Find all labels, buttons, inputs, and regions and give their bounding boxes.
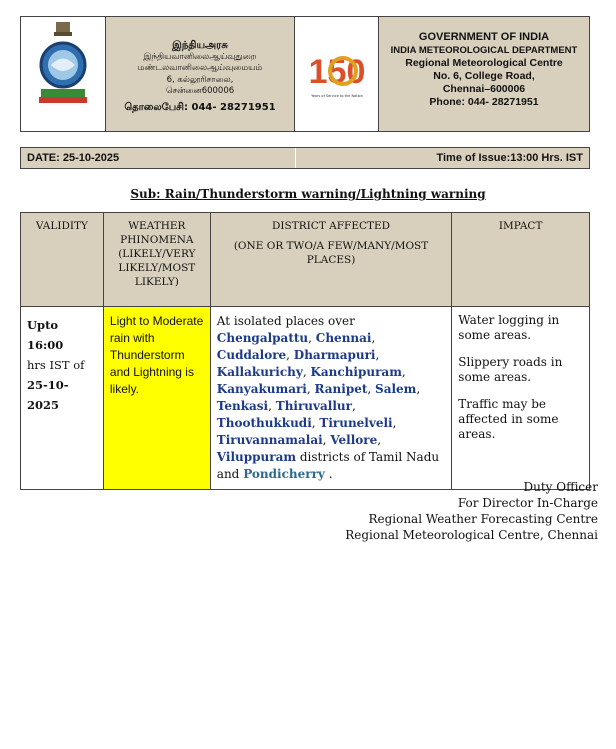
english-line-5: Chennai–600006 [442, 83, 526, 95]
signature-line: Regional Weather Forecasting Centre [368, 512, 598, 526]
district-vellore: Vellore [330, 433, 378, 447]
district-tirunelveli: Tirunelveli [319, 416, 393, 430]
validity-time: Upto 16:00 [27, 318, 64, 352]
150-years-logo-icon [295, 17, 379, 131]
district-tenkasi: Tenkasi [216, 399, 269, 413]
district-suffix: districts of Tamil Nadu and [216, 450, 440, 481]
impact-cell [452, 307, 590, 490]
logo-caption: Years of Service to the Nation [311, 94, 363, 98]
imd-emblem-icon [21, 17, 106, 131]
header-district-sub: (ONE OR TWO/A FEW/MANY/MOST PLACES) [233, 240, 429, 266]
signature-line: Duty Officer [523, 480, 598, 494]
weather-cell: Light to Moderate rain with Thunderstorm and Lightning is likely. [103, 307, 210, 490]
district-chennai: Chennai [315, 331, 372, 345]
english-line-1: GOVERNMENT OF INDIA [418, 31, 550, 43]
issue-date: DATE: 25-10-2025 [27, 152, 120, 164]
district-viluppuram: Viluppuram [216, 450, 297, 464]
header-weather: WEATHER PHINOMENA (LIKELY/VERY LIKELY/MOST LIKELY) [103, 213, 210, 307]
tamil-line-1: இந்தியஅரசு [172, 40, 228, 51]
district-ranipet: Ranipet [314, 382, 368, 396]
impact-item: Water logging in some areas. [458, 313, 560, 342]
signature-block [178, 479, 598, 543]
tamil-address-cell [106, 17, 295, 131]
english-address-cell [379, 17, 589, 131]
district-kallakurichy: Kallakurichy [216, 365, 303, 379]
english-line-6: Phone: 044- 28271951 [429, 96, 539, 108]
impact-item: Traffic may be affected in some areas. [458, 397, 559, 441]
warning-table [20, 212, 590, 490]
district-cuddalore: Cuddalore [216, 348, 287, 362]
header-district-title: DISTRICT AFFECTED [271, 220, 391, 232]
english-line-2: INDIA METEOROLOGICAL DEPARTMENT [390, 45, 578, 56]
union-territory: Pondicherry [243, 467, 325, 481]
subject-line: Sub: Rain/Thunderstorm warning/Lightning warning [130, 187, 486, 201]
table-row [21, 307, 590, 490]
signature-line: For Director In-Charge [457, 496, 598, 510]
date-bar-divider [295, 148, 296, 168]
table-header-row [21, 213, 590, 307]
tamil-line-5: சென்னை600006 [165, 86, 235, 96]
district-kanyakumari: Kanyakumari [216, 382, 307, 396]
signature-line: Regional Meteorological Centre, Chennai [345, 528, 598, 542]
district-cell: At isolated places over Chengalpattu, Chennai, Cuddalore, Dharmapuri, Kallakurichy, Kanchipuram, Kanyakumari, Ranipet, Salem, Tenkasi, Thiruvallur, Thoothukkudi, Tirunelveli, Tiruvannamalai, Vellore, Viluppuram districts of Tamil Nadu and Pondicherry . [210, 307, 451, 490]
tamil-line-2: இந்தியவானிலைஆய்வுதுறை [143, 51, 257, 62]
district-salem: Salem [375, 382, 417, 396]
letterhead [20, 16, 590, 132]
district-chengalpattu: Chengalpattu [216, 331, 309, 345]
logo-number: 150 [308, 53, 366, 91]
header-district [210, 213, 451, 307]
district-thoothukkudi: Thoothukkudi [216, 416, 312, 430]
anniversary-logo-cell [295, 17, 379, 131]
header-validity: VALIDITY [21, 213, 104, 307]
validity-qualifier: hrs IST of [27, 358, 85, 372]
district-thiruvallur: Thiruvallur [275, 399, 352, 413]
validity-cell [21, 307, 104, 490]
district-prefix: At isolated places over [216, 314, 355, 328]
emblem-cell [21, 17, 106, 131]
time-of-issue: Time of Issue:13:00 Hrs. IST [436, 152, 583, 164]
impact-item: Slippery roads in some areas. [458, 355, 563, 384]
district-tiruvannamalai: Tiruvannamalai [216, 433, 323, 447]
header-impact: IMPACT [452, 213, 590, 307]
date-bar [20, 147, 590, 169]
tamil-phone: தொலைபேசி: 044- 28271951 [124, 101, 276, 113]
tamil-line-3: மண்டலவானிலைஆய்வுமையம் [137, 63, 263, 73]
district-dharmapuri: Dharmapuri [293, 348, 376, 362]
english-line-3: Regional Meteorological Centre [405, 57, 563, 69]
validity-date: 25-10-2025 [27, 378, 69, 412]
english-line-4: No. 6, College Road, [433, 70, 535, 82]
district-kanchipuram: Kanchipuram [310, 365, 402, 379]
tamil-line-4: 6, கல்லூரிசாலை, [166, 74, 234, 85]
